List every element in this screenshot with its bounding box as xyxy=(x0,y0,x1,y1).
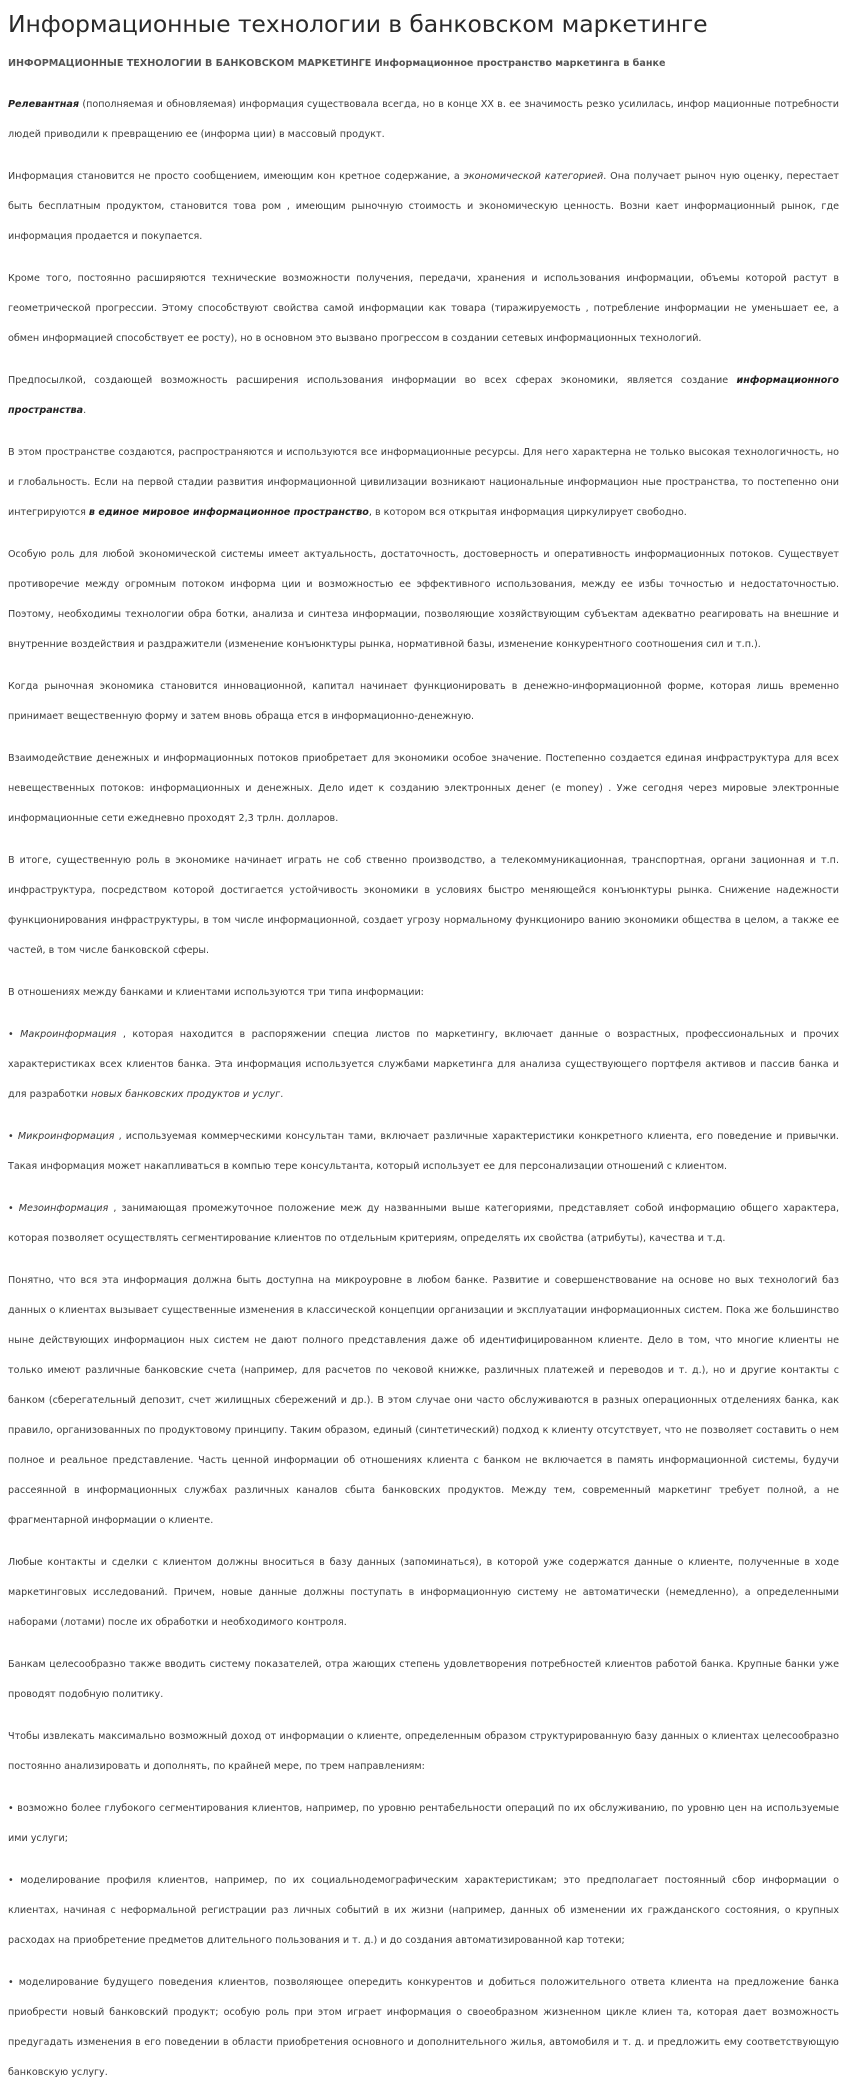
emphasis-bold: в единое мировое информационное пространство xyxy=(88,507,369,518)
text-run: В итоге, существенную роль в экономике начинает играть не соб ственно производство, а телекоммуникационная, транспортная, органи зационная и т.п. инфраструктура, посредством которой достигается устойчивость экономики в условиях быстро меняющейся конъюнктуры рынка. Снижение надежности функционирования инфраструктуры, в том числе информационной, создает угрозу нормальному функциониро ванию экономики общества в целом, а также ее частей, в том числе банковской сферы. xyxy=(8,855,839,956)
paragraph xyxy=(8,366,839,426)
emphasis-bold: информационного пространства xyxy=(8,375,839,416)
paragraph xyxy=(8,1794,839,1854)
paragraph xyxy=(8,978,839,1008)
text-run: • моделирование будущего поведения клиентов, позволяющее опередить конкурентов и добиться положительного ответа клиента на предложение банка приобрести новый банковский продукт; особую роль при этом играет информация о своеобразном жизненном цикле клиен та, которая дает возможность предугадать изменения в его поведении в области приобретения основного и дополнительного жилья, автомобиля и т. д. и предложить ему соответствующую банковскую услугу. xyxy=(8,1977,839,2078)
paragraph xyxy=(8,540,839,660)
text-run: . Она получает рыноч ную оценку, перестает быть бесплатным продуктом, становится това ром , имеющим рыночную стоимость и экономическую ценность. Возни кает информационный рынок, где информация продается и покупается. xyxy=(8,171,839,242)
text-run: Предпосылкой, создающей возможность расширения использования информации во всех сферах экономики, является создание xyxy=(8,375,737,386)
paragraph xyxy=(8,1650,839,1710)
paragraph xyxy=(8,744,839,834)
text-run: Кроме того, постоянно расширяются технические возможности получения, передачи, хранения и использования информации, объемы которой растут в геометрической прогрессии. Этому способствуют свойства самой информации как товара (тиражируемость , потребление информации не уменьшает ее, а обмен информацией способствует ее росту), но в основном это вызвано прогрессом в создании сетевых информационных технологий. xyxy=(8,273,839,344)
text-run: Любые контакты и сделки с клиентом должны вноситься в базу данных (запоминаться), в которой уже содержатся данные о клиенте, полученные в ходе маркетинговых исследований. Причем, новые данные должны поступать в информационную систему не автоматически (немедленно), а определенными наборами (лотами) после их обработки и необходимого контроля. xyxy=(8,1557,839,1628)
paragraph xyxy=(8,1122,839,1182)
text-run: . xyxy=(280,1089,284,1100)
text-run: Особую роль для любой экономической системы имеет актуальность, достаточность, достоверность и оперативность информационных потоков. Существует противоречие между огромным потоком информа ции и возможностью ее эффективного использования, между ее избы точностью и недостаточностью. Поэтому, необходимы технологии обра ботки, анализа и синтеза информации, позволяющие хозяйствующим субъектам адекватно реагировать на внешние и внутренние воздействия и раздражители (изменение конъюнктуры рынка, нормативной базы, изменение конкурентного соотношения сил и т.п.). xyxy=(8,549,839,650)
text-run: Информация становится не просто сообщением, имеющим кон кретное содержание, а xyxy=(8,171,464,182)
text-run: Понятно, что вся эта информация должна быть доступна на микроуровне в любом банке. Развитие и совершенствование на основе но вых технологий баз данных о клиентах вызывает существенные изменения в классической концепции организации и эксплуатации информационных систем. Пока же большинство ныне действующих информацион ных систем не дают полного представления даже об идентифицированном клиенте. Дело в том, что многие клиенты не только имеют различные банковские счета (например, для расчетов по чековой книжке, различных платежей и переводов и т. д.), но и другие контакты с банком (сберегательный депозит, счет жилищных сбережений и др.). В этом случае они часто обслуживаются в разных операционных отделениях банка, как правило, организованных по продуктовому принципу. Таким образом, единый (синтетический) подход к клиенту отсутствует, что не позволяет составить о нем полное и реальное представление. Часть ценной информации об отношениях клиента с банком не включается в память информационной системы, будучи рассеянной в информационных службах различных каналов сбыта банковских продуктов. Между тем, современный маркетинг требует полной, а не фрагментарной информации о клиенте. xyxy=(8,1275,839,1526)
emphasis-italic: новых банковских продуктов и услуг xyxy=(91,1089,281,1100)
emphasis-bold: Релевантная xyxy=(8,99,80,110)
text-run: В отношениях между банками и клиентами используются три типа информации: xyxy=(8,987,424,998)
text-run: Чтобы извлекать максимально возможный доход от информации о клиенте, определенным образом структурированную базу данных о клиентах целесообразно постоянно анализировать и дополнять, по крайней мере, по трем направлениям: xyxy=(8,1731,839,1772)
emphasis-italic: экономической категорией xyxy=(463,171,604,182)
text-run: , используемая коммерческими консультан тами, включает различные характеристики конкретного клиента, его поведение и привычки. Такая информация может накапливаться в компью тере консультанта, который использует ее для персонализации отношений с клиентом. xyxy=(8,1131,839,1172)
text-run: • возможно более глубокого сегментирования клиентов, например, по уровню рентабельности операций по их обслуживанию, по уровню цен на используемые ими услуги; xyxy=(8,1803,839,1844)
text-run: (пополняемая и обновляемая) информация существовала всегда, но в конце XX в. ее значимость резко усилилась, инфор мационные потребности людей приводили к превращению ее (информа ции) в массовый продукт. xyxy=(8,99,839,140)
paragraph xyxy=(8,264,839,354)
paragraph xyxy=(8,1968,839,2088)
paragraph xyxy=(8,1194,839,1254)
text-run: Взаимодействие денежных и информационных потоков приобретает для экономики особое значение. Постепенно создается единая инфраструктура для всех невещественных потоков: информационных и денежных. Дело идет к созданию электронных денег (e money) . Уже сегодня через мировые электронные информационные сети ежедневно проходят 2,3 трлн. долларов. xyxy=(8,753,839,824)
paragraph xyxy=(8,1722,839,1782)
text-run: В этом пространстве создаются, распространяются и используются все информационные ресурсы. Для него характерна не только высокая технологичность, но и глобальность. Если на первой стадии развития информационной цивилизации возникают национальные информацион ные пространства, то постепенно они интегрируются xyxy=(8,447,839,518)
paragraph xyxy=(8,1548,839,1638)
text-run: . xyxy=(83,405,87,416)
paragraph xyxy=(8,162,839,252)
text-run: • xyxy=(8,1029,21,1040)
paragraph xyxy=(8,1020,839,1110)
paragraph xyxy=(8,90,839,150)
text-run: , которая находится в распоряжении специа листов по маркетингу, включает данные о возрастных, профессиональных и прочих характеристиках всех клиентов банка. Эта информация используется службами маркетинга для анализа существующего портфеля активов и пассив банка и для разработки xyxy=(8,1029,839,1100)
text-run: • xyxy=(8,1131,18,1142)
text-run: , в котором вся открытая информация циркулирует свободно. xyxy=(368,507,687,518)
section-subtitle: ИНФОРМАЦИОННЫЕ ТЕХНОЛОГИИ В БАНКОВСКОМ МАРКЕТИНГЕ Информационное пространство маркетинга в банке xyxy=(8,58,666,69)
text-run: , занимающая промежуточное положение меж ду названными выше категориями, представляет собой информацию общего характера, которая позволяет осуществлять сегментирование клиентов по отдельным критериям, определять их свойства (атрибуты), качества и т.д. xyxy=(8,1203,839,1244)
text-run: Когда рыночная экономика становится инновационной, капитал начинает функционировать в денежно-информационной форме, которая лишь временно принимает вещественную форму и затем вновь обраща ется в информационно-денежную. xyxy=(8,681,839,722)
article-body xyxy=(8,90,839,2088)
text-run: • xyxy=(8,1203,19,1214)
paragraph xyxy=(8,1266,839,1536)
paragraph xyxy=(8,672,839,732)
paragraph xyxy=(8,438,839,528)
emphasis-italic: Микроинформация xyxy=(17,1131,115,1142)
paragraph xyxy=(8,846,839,966)
paragraph xyxy=(8,1866,839,1956)
emphasis-italic: Мезоинформация xyxy=(18,1203,109,1214)
text-run: • моделирование профиля клиентов, например, по их социальнодемографическим характеристикам; это предполагает постоянный сбор информации о клиентах, начиная с неформальной регистрации раз личных событий в их жизни (например, данных об изменении их гражданского состояния, о крупных расходах на приобретение предметов длительного пользования и т. д.) и до создания автоматизированной кар тотеки; xyxy=(8,1875,839,1946)
page-title: Информационные технологии в банковском маркетинге xyxy=(8,10,708,38)
emphasis-italic: Макроинформация xyxy=(20,1029,117,1040)
text-run: Банкам целесообразно также вводить систему показателей, отра жающих степень удовлетворения потребностей клиентов работой банка. Крупные банки уже проводят подобную политику. xyxy=(8,1659,839,1700)
